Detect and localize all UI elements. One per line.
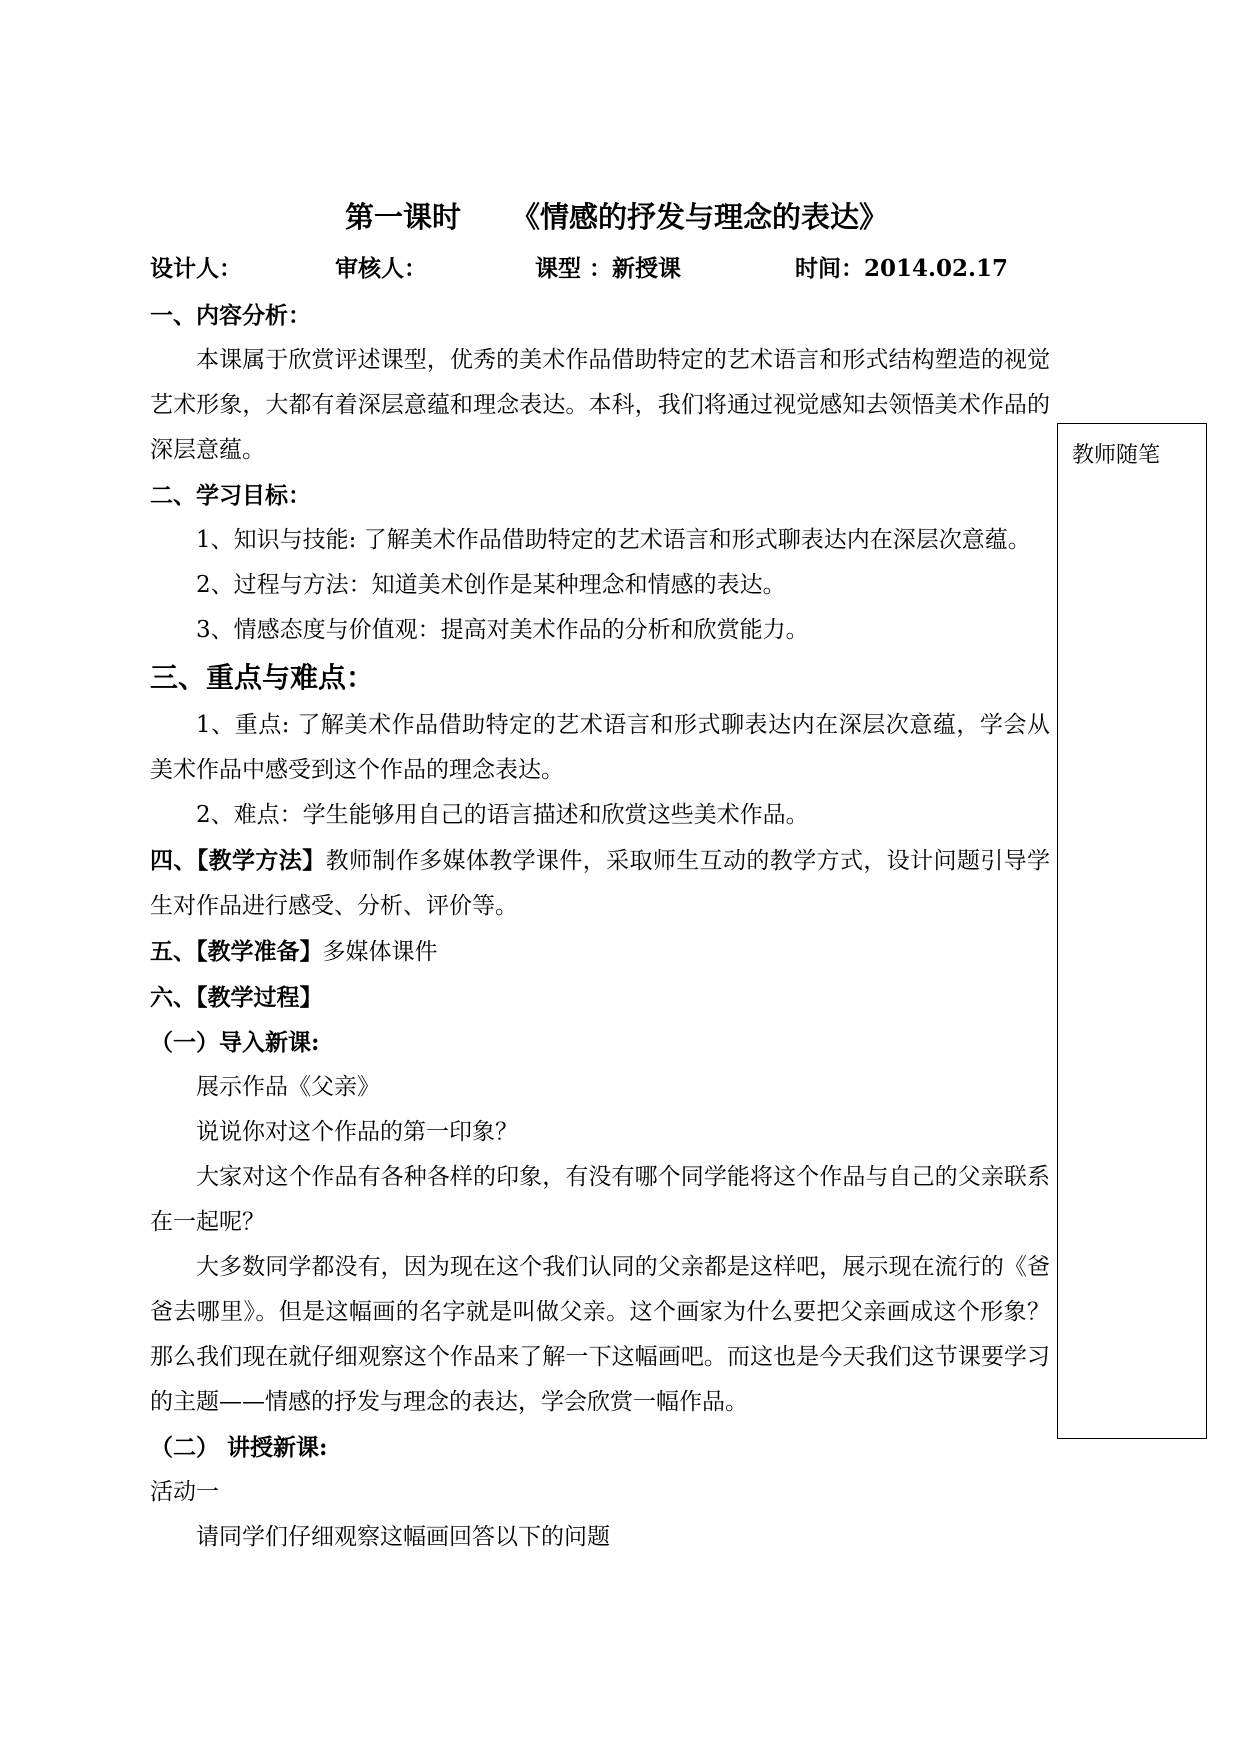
reviewer-label: 审核人：	[335, 255, 427, 282]
objective-item: 3、情感态度与价值观：提高对美术作品的分析和欣赏能力。	[196, 617, 809, 643]
intro-paragraph: 展示作品《父亲》	[196, 1074, 380, 1100]
content-analysis-heading: 一、内容分析：	[150, 302, 311, 329]
key-points-heading: 三、重点与难点：	[150, 661, 375, 694]
objectives-heading: 二、学习目标：	[150, 482, 311, 509]
lesson-number: 第一课时	[345, 200, 462, 234]
designer-label: 设计人：	[150, 255, 242, 282]
activity-label: 活动一	[150, 1479, 219, 1505]
teaching-method-text: 教师制作多媒体教学课件，采取师生互动的教学方式，设计问题引导学生对作品进行感受、分析、评价等。	[150, 848, 1051, 919]
teaching-method-paragraph	[150, 838, 1050, 929]
activity-text: 请同学们仔细观察这幅画回答以下的问题	[196, 1524, 610, 1550]
objective-item: 1、知识与技能: 了解美术作品借助特定的艺术语言和形式聊表达内在深层次意蕴。	[196, 527, 1031, 553]
content-analysis-text: 本课属于欣赏评述课型，优秀的美术作品借助特定的艺术语言和形式结构塑造的视觉艺术形象，大都有着深层意蕴和理念表达。本科，我们将通过视觉感知去领悟美术作品的深层意蕴。	[150, 347, 1050, 463]
page-title	[345, 195, 888, 236]
lesson-content	[150, 293, 1050, 1560]
teaching-prep-heading: 五、【教学准备】	[150, 938, 323, 965]
intro-paragraph: 大家对这个作品有各种各样的印象，有没有哪个同学能将这个作品与自己的父亲联系在一起呢？	[150, 1164, 1050, 1235]
teaching-prep-paragraph	[150, 929, 1050, 975]
lesson-date: 时间：2014.02.17	[795, 255, 1009, 282]
teaching-process-heading: 六、【教学过程】	[150, 984, 323, 1011]
lesson-type: 课型 ：新授课	[535, 255, 682, 282]
key-point-item: 1、重点: 了解美术作品借助特定的艺术语言和形式聊表达内在深层次意蕴，学会从美术作品中感受到这个作品的理念表达。	[150, 712, 1050, 783]
teacher-notes-box	[1057, 423, 1207, 1439]
teaching-method-heading: 四、【教学方法】	[150, 847, 326, 874]
key-point-item: 2、难点：学生能够用自己的语言描述和欣赏这些美术作品。	[196, 802, 809, 828]
intro-paragraph: 说说你对这个作品的第一印象？	[196, 1119, 518, 1145]
intro-paragraph: 大多数同学都没有，因为现在这个我们认同的父亲都是这样吧，展示现在流行的《爸爸去哪里》。但是这幅画的名字就是叫做父亲。这个画家为什么要把父亲画成这个形象？那么我们现在就仔细观察这个作品来了解一下这幅画吧。而这也是今天我们这节课要学习的主题——情感的抒发与理念的表达，学会欣赏一幅作品。	[150, 1254, 1050, 1415]
objective-item: 2、过程与方法：知道美术创作是某种理念和情感的表达。	[196, 572, 786, 598]
teacher-notes-label: 教师随笔	[1072, 443, 1161, 468]
teach-new-heading: （二） 讲授新课:	[150, 1434, 328, 1461]
intro-heading: （一）导入新课:	[150, 1029, 320, 1056]
teaching-prep-text: 多媒体课件	[322, 939, 438, 965]
lesson-title: 《情感的抒发与理念的表达》	[511, 200, 889, 234]
